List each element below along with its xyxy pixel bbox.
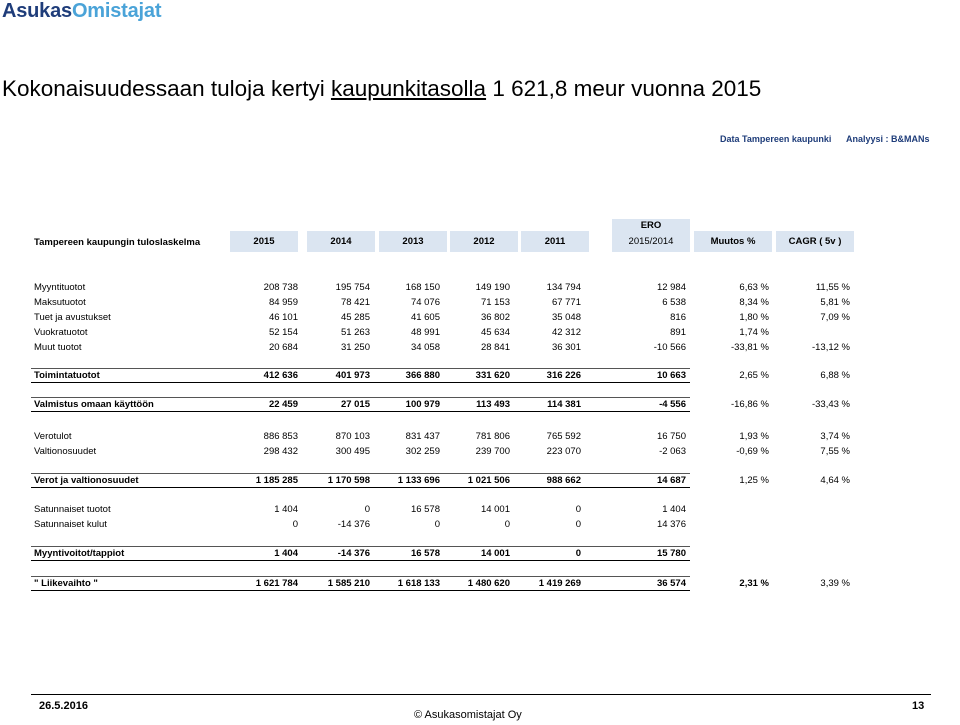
- table-row: [0, 310, 960, 326]
- value-cell: 113 493: [476, 399, 510, 410]
- ero-cell: -10 566: [653, 342, 686, 353]
- value-cell: 1 133 696: [397, 475, 440, 486]
- value-cell: 1 021 506: [467, 475, 510, 486]
- row-label: Vuokratuotot: [34, 327, 88, 338]
- value-cell: 71 153: [480, 297, 510, 308]
- value-cell: 0: [504, 519, 510, 530]
- cagr-header: CAGR ( 5v ): [776, 231, 854, 252]
- cagr-cell: 7,09 %: [820, 312, 850, 323]
- table-row: [0, 473, 960, 489]
- footer-copyright: © Asukasomistajat Oy: [414, 709, 522, 721]
- cagr-cell: 11,55 %: [815, 282, 850, 293]
- ero-cell: -2 063: [659, 446, 686, 457]
- table-row: [0, 444, 960, 460]
- row-label: Verotulot: [34, 431, 72, 442]
- value-cell: 84 959: [268, 297, 298, 308]
- muutos-cell: -16,86 %: [730, 399, 769, 410]
- year-header: 2011: [521, 231, 589, 252]
- value-cell: 1 618 133: [397, 578, 440, 589]
- value-cell: 1 170 598: [327, 475, 370, 486]
- value-cell: 0: [575, 519, 581, 530]
- muutos-cell: 6,63 %: [739, 282, 769, 293]
- cagr-cell: 4,64 %: [820, 475, 850, 486]
- value-cell: 765 592: [546, 431, 581, 442]
- ero-cell: 14 687: [656, 475, 686, 486]
- muutos-cell: 1,74 %: [739, 327, 769, 338]
- value-cell: 22 459: [268, 399, 298, 410]
- row-label: Muut tuotot: [34, 342, 82, 353]
- row-label: Satunnaiset tuotot: [34, 504, 111, 515]
- value-cell: 14 001: [480, 504, 510, 515]
- value-cell: 1 480 620: [467, 578, 510, 589]
- ero-cell: 15 780: [656, 548, 686, 559]
- ero-cell: 10 663: [656, 370, 686, 381]
- row-label: Tuet ja avustukset: [34, 312, 111, 323]
- value-cell: 48 991: [410, 327, 440, 338]
- year-header: 2013: [379, 231, 447, 252]
- value-cell: 223 070: [546, 446, 581, 457]
- value-cell: 302 259: [405, 446, 440, 457]
- cagr-cell: -33,43 %: [811, 399, 850, 410]
- value-cell: 114 381: [547, 399, 581, 410]
- value-cell: 45 285: [340, 312, 370, 323]
- table-row: [0, 576, 960, 592]
- value-cell: 298 432: [263, 446, 298, 457]
- ero-cell: 891: [670, 327, 686, 338]
- value-cell: 0: [292, 519, 298, 530]
- table-row: [0, 280, 960, 296]
- value-cell: 45 634: [480, 327, 510, 338]
- row-label: Valmistus omaan käyttöön: [34, 399, 154, 410]
- value-cell: 41 605: [410, 312, 440, 323]
- row-label: " Liikevaihto ": [34, 578, 98, 589]
- value-cell: 28 841: [480, 342, 510, 353]
- value-cell: 0: [575, 504, 581, 515]
- ero-cell: 16 750: [656, 431, 686, 442]
- muutos-cell: 2,31 %: [739, 578, 769, 589]
- ero-cell: 12 984: [656, 282, 686, 293]
- title-prefix: Kokonaisuudessaan tuloja kertyi: [2, 76, 331, 101]
- row-label: Verot ja valtionosuudet: [34, 475, 139, 486]
- table-row: [0, 429, 960, 445]
- value-cell: 34 058: [410, 342, 440, 353]
- value-cell: 100 979: [405, 399, 440, 410]
- muutos-header: Muutos %: [694, 231, 772, 252]
- ero-cell: -4 556: [659, 399, 686, 410]
- value-cell: 1 185 285: [255, 475, 298, 486]
- ero-header: ERO: [612, 219, 690, 232]
- value-cell: 51 263: [340, 327, 370, 338]
- cagr-cell: -13,12 %: [811, 342, 850, 353]
- value-cell: 42 312: [551, 327, 581, 338]
- muutos-cell: 1,80 %: [739, 312, 769, 323]
- value-cell: 316 226: [546, 370, 581, 381]
- muutos-cell: 1,93 %: [739, 431, 769, 442]
- value-cell: 67 771: [551, 297, 581, 308]
- value-cell: 831 437: [405, 431, 440, 442]
- value-cell: 46 101: [268, 312, 298, 323]
- value-cell: -14 376: [337, 519, 370, 530]
- row-label: Satunnaiset kulut: [34, 519, 107, 530]
- row-label: Valtionosuudet: [34, 446, 97, 457]
- value-cell: 781 806: [475, 431, 510, 442]
- value-cell: 1 621 784: [255, 578, 298, 589]
- value-cell: 168 150: [405, 282, 440, 293]
- year-header: 2015: [230, 231, 298, 252]
- value-cell: 31 250: [340, 342, 370, 353]
- table-row: [0, 517, 960, 533]
- value-cell: 74 076: [410, 297, 440, 308]
- ero-cell: 6 538: [662, 297, 686, 308]
- cagr-cell: 7,55 %: [820, 446, 850, 457]
- value-cell: 886 853: [263, 431, 298, 442]
- table-row: [0, 368, 960, 384]
- muutos-cell: 2,65 %: [739, 370, 769, 381]
- value-cell: 412 636: [263, 370, 298, 381]
- value-cell: 20 684: [268, 342, 298, 353]
- value-cell: 366 880: [405, 370, 440, 381]
- value-cell: 149 190: [475, 282, 510, 293]
- value-cell: 208 738: [263, 282, 298, 293]
- table-label: Tampereen kaupungin tuloslaskelma: [34, 237, 201, 248]
- row-label: Toimintatuotot: [34, 370, 100, 381]
- ero-cell: 14 376: [656, 519, 686, 530]
- table-row: [0, 325, 960, 341]
- value-cell: 1 585 210: [327, 578, 370, 589]
- page-number: 13: [912, 700, 925, 712]
- footer-date: 26.5.2016: [39, 700, 88, 712]
- value-cell: 16 578: [410, 504, 440, 515]
- cagr-cell: 3,74 %: [820, 431, 850, 442]
- title-underlined: kaupunkitasolla: [330, 76, 487, 101]
- muutos-cell: 1,25 %: [739, 475, 769, 486]
- footer-divider: [31, 694, 931, 695]
- year-header: 2012: [450, 231, 518, 252]
- logo: [2, 0, 161, 23]
- row-label: Myyntituotot: [34, 282, 86, 293]
- value-cell: 870 103: [335, 431, 370, 442]
- table-row: [0, 502, 960, 518]
- table-row: [0, 340, 960, 356]
- value-cell: 78 421: [340, 297, 370, 308]
- title-suffix: 1 621,8 meur vuonna 2015: [486, 76, 762, 101]
- page-title: [2, 76, 761, 102]
- value-cell: 300 495: [335, 446, 370, 457]
- ero-subheader: 2015/2014: [612, 232, 690, 252]
- value-cell: 36 301: [551, 342, 581, 353]
- ero-cell: 1 404: [662, 504, 686, 515]
- value-cell: 331 620: [475, 370, 510, 381]
- year-header: 2014: [307, 231, 375, 252]
- value-cell: 52 154: [268, 327, 298, 338]
- cagr-cell: 6,88 %: [820, 370, 850, 381]
- muutos-cell: -33,81 %: [730, 342, 769, 353]
- table-row: [0, 397, 960, 413]
- ero-cell: 36 574: [656, 578, 686, 589]
- cagr-cell: 5,81 %: [820, 297, 850, 308]
- table-row: [0, 295, 960, 311]
- row-label: Myyntivoitot/tappiot: [34, 548, 125, 559]
- value-cell: 239 700: [475, 446, 510, 457]
- value-cell: 36 802: [480, 312, 510, 323]
- row-label: Maksutuotot: [34, 297, 86, 308]
- value-cell: 401 973: [335, 370, 370, 381]
- value-cell: 0: [575, 548, 581, 559]
- logo-part2: Omistajat: [71, 0, 162, 22]
- ero-cell: 816: [670, 312, 686, 323]
- value-cell: 134 794: [546, 282, 581, 293]
- value-cell: 1 404: [274, 504, 298, 515]
- value-cell: 27 015: [340, 399, 370, 410]
- value-cell: -14 376: [337, 548, 370, 559]
- muutos-cell: -0,69 %: [736, 446, 769, 457]
- value-cell: 16 578: [410, 548, 440, 559]
- value-cell: 35 048: [551, 312, 581, 323]
- credit-data: Data Tampereen kaupunki: [720, 134, 832, 144]
- table-row: [0, 546, 960, 562]
- value-cell: 0: [364, 504, 370, 515]
- value-cell: 0: [434, 519, 440, 530]
- value-cell: 1 419 269: [538, 578, 581, 589]
- value-cell: 14 001: [480, 548, 510, 559]
- value-cell: 988 662: [546, 475, 581, 486]
- value-cell: 195 754: [335, 282, 370, 293]
- cagr-cell: 3,39 %: [820, 578, 850, 589]
- value-cell: 1 404: [274, 548, 298, 559]
- logo-part1: Asukas: [2, 0, 72, 22]
- credit-analysis: Analyysi : B&MANs: [846, 134, 930, 144]
- muutos-cell: 8,34 %: [739, 297, 769, 308]
